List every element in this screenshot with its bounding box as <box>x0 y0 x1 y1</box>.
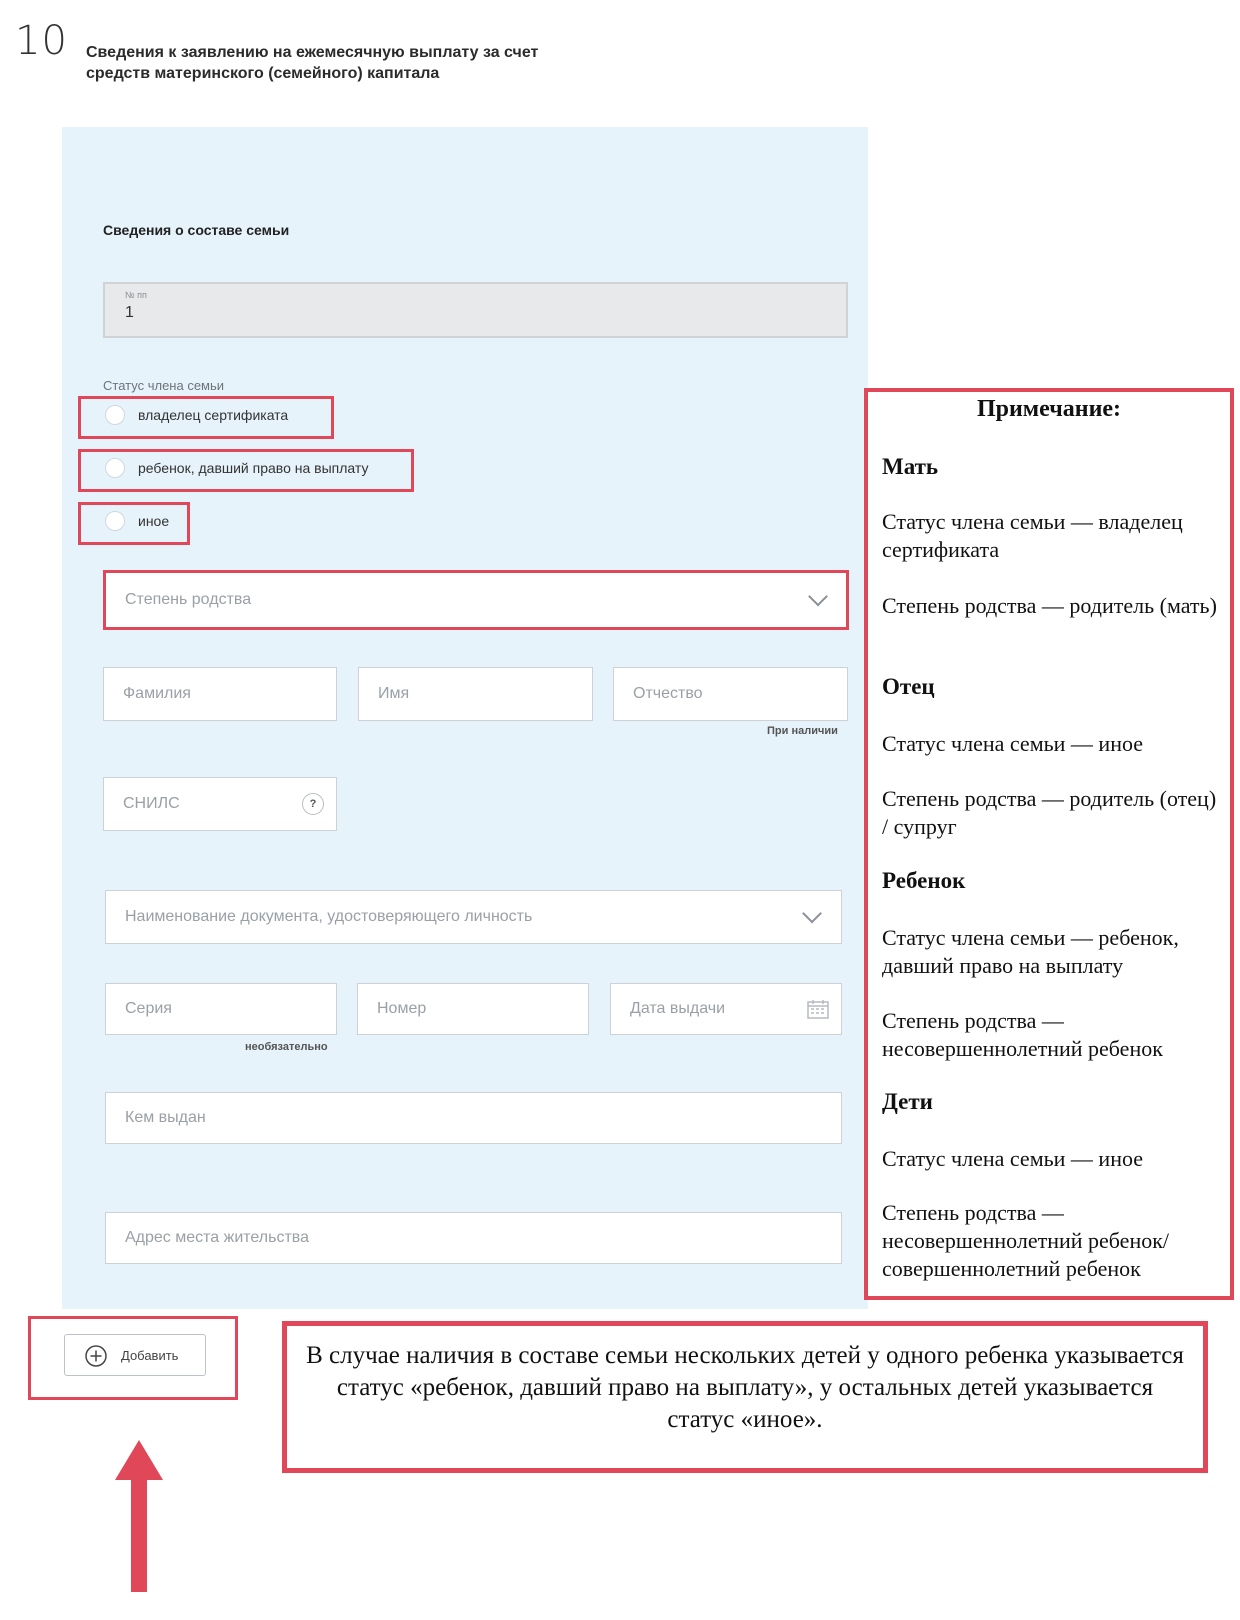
note-heading-children: Дети <box>882 1089 933 1114</box>
issued-by-placeholder: Кем выдан <box>125 1109 206 1126</box>
series-placeholder: Серия <box>125 1000 172 1017</box>
highlight-status-other <box>78 502 190 545</box>
plus-circle-icon <box>85 1345 107 1367</box>
identity-document-select[interactable] <box>105 890 842 944</box>
note-line: Статус члена семьи — владелец сертификата <box>882 509 1183 562</box>
address-placeholder: Адрес места жительства <box>125 1229 310 1246</box>
patronymic-placeholder: Отчество <box>633 685 703 702</box>
document-number-placeholder: Номер <box>377 1000 427 1017</box>
row-number-value: 1 <box>125 304 134 321</box>
bottom-note-text: В случае наличия в составе семьи нескольких детей у одного ребенка указывается статус «ребенок, давший право на выплату», у остальных детей указывается статус «иное». <box>306 1342 1184 1433</box>
last-name-input[interactable] <box>103 667 337 721</box>
note-line: Степень родства — несовершеннолетний ребенок/ совершеннолетний ребенок <box>882 1200 1170 1281</box>
note-heading-mother: Мать <box>882 454 939 479</box>
bottom-note-box <box>282 1321 1208 1473</box>
note-heading-child: Ребенок <box>882 868 966 893</box>
note-line: Статус члена семьи — иное <box>882 731 1144 756</box>
issue-date-input[interactable] <box>610 983 842 1035</box>
arrow-up-icon <box>115 1440 163 1594</box>
document-number-input[interactable] <box>357 983 589 1035</box>
last-name-placeholder: Фамилия <box>123 685 191 702</box>
patronymic-input[interactable] <box>613 667 848 721</box>
step-number: 10 <box>15 18 68 64</box>
first-name-placeholder: Имя <box>378 685 410 702</box>
snils-placeholder: СНИЛС <box>123 795 180 812</box>
series-input[interactable] <box>105 983 337 1035</box>
series-hint: необязательно <box>245 1041 328 1053</box>
add-button[interactable] <box>64 1334 206 1376</box>
first-name-input[interactable] <box>358 667 593 721</box>
note-line: Статус члена семьи — иное <box>882 1146 1144 1171</box>
note-box <box>864 388 1234 1300</box>
calendar-icon[interactable] <box>807 999 829 1019</box>
note-line: Степень родства — несовершеннолетний ребенок <box>882 1008 1163 1061</box>
section-title: Сведения о составе семьи <box>103 222 290 238</box>
identity-document-placeholder: Наименование документа, удостоверяющего личность <box>125 908 533 925</box>
status-option-label: иное <box>138 513 170 529</box>
status-label: Статус члена семьи <box>103 378 225 393</box>
highlight-relation <box>103 570 849 630</box>
snils-input[interactable] <box>103 777 337 831</box>
status-option-label: владелец сертификата <box>138 407 289 423</box>
note-title <box>868 396 1230 423</box>
patronymic-hint: При наличии <box>767 725 838 737</box>
note-title-text: Примечание: <box>976 396 1122 422</box>
page-title: Сведения к заявлению на ежемесячную выплату за счет средств материнского (семейного) капитала <box>86 44 539 82</box>
issue-date-placeholder: Дата выдачи <box>630 1000 726 1017</box>
relation-placeholder: Степень родства <box>125 591 252 608</box>
chevron-down-icon[interactable] <box>802 904 822 924</box>
note-line: Степень родства — родитель (отец) / супруг <box>882 786 1217 839</box>
add-button-label: Добавить <box>121 1348 179 1363</box>
highlight-status-owner <box>78 396 334 439</box>
note-line: Степень родства — родитель (мать) <box>882 593 1217 618</box>
help-icon[interactable]: ? <box>302 793 324 815</box>
row-number-field <box>103 282 848 338</box>
note-heading-father: Отец <box>882 674 935 699</box>
note-line: Статус члена семьи — ребенок, давший право на выплату <box>882 925 1179 978</box>
issued-by-input[interactable] <box>105 1092 842 1144</box>
highlight-status-child <box>78 449 414 492</box>
row-number-label: № пп <box>125 290 147 300</box>
address-input[interactable] <box>105 1212 842 1264</box>
status-option-label: ребенок, давший право на выплату <box>138 460 369 476</box>
